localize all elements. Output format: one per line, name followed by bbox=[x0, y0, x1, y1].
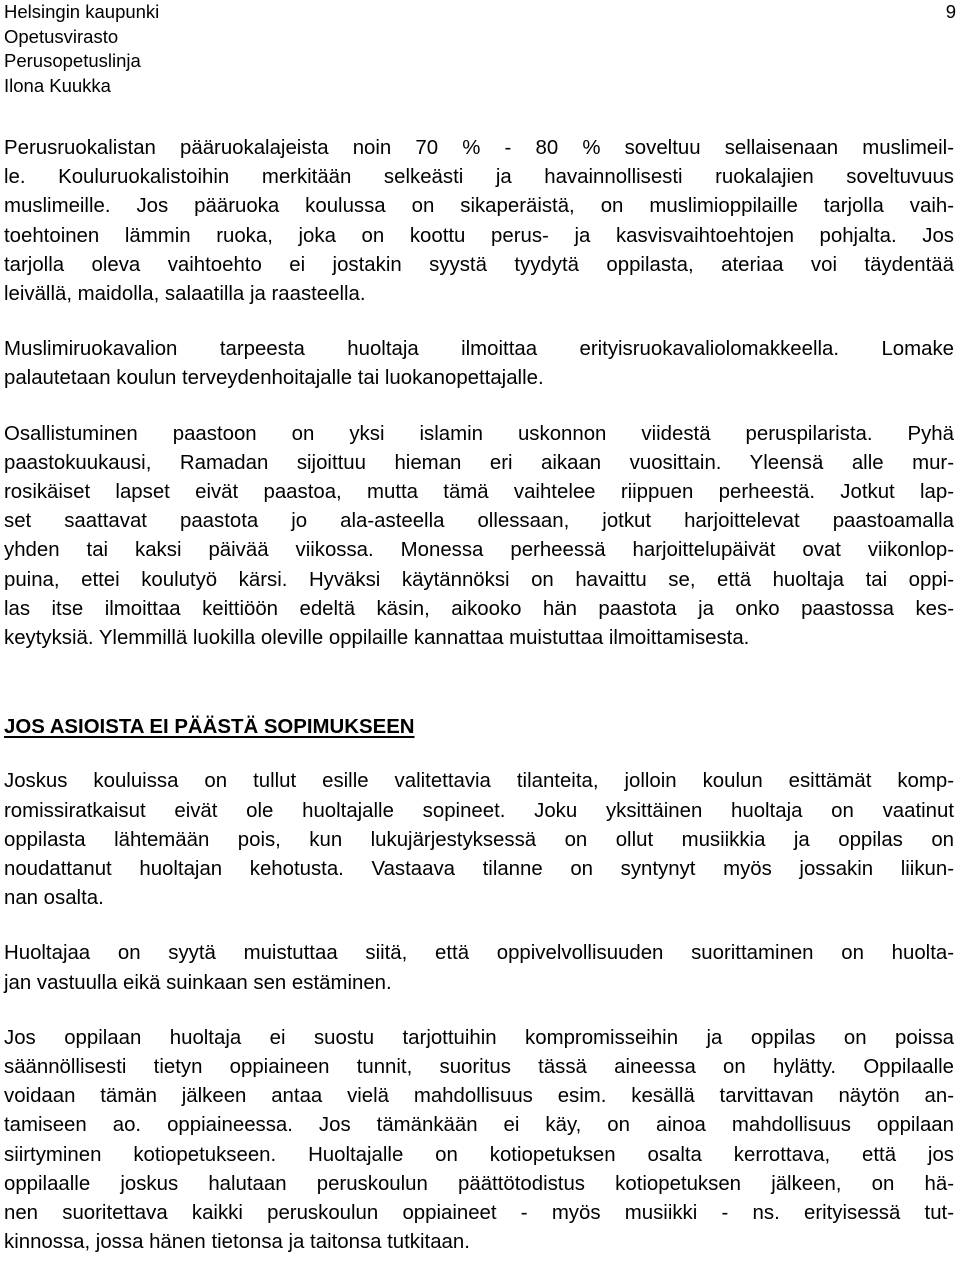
page-header bbox=[4, 0, 956, 99]
section-heading: JOS ASIOISTA EI PÄÄSTÄ SOPIMUKSEEN bbox=[4, 716, 415, 739]
text-line: paastokuukausi, Ramadan sijoittuu hieman eri aikaan vuosittain. Yleensä alle mur- bbox=[4, 451, 954, 474]
header-author: Ilona Kuukka bbox=[4, 75, 111, 97]
text-line: kinnossa, jossa hänen tietonsa ja taitonsa tutkitaan. bbox=[4, 1231, 470, 1254]
text-line: yhden tai kaksi päivää viikossa. Monessa perheessä harjoittelupäivät ovat viikonlop- bbox=[4, 539, 954, 562]
paragraph-compromises bbox=[4, 767, 954, 913]
text-line: le. Kouluruokalistoihin merkitään selkeästi ja havainnollisesti ruokalajien soveltuvuus bbox=[4, 166, 954, 189]
text-line: voidaan tämän jälkeen antaa vielä mahdollisuus esim. kesällä tarvittavan näytön an- bbox=[4, 1085, 954, 1108]
text-line: Perusruokalistan pääruokalajeista noin 70 % - 80 % soveltuu sellaisenaan muslimeil- bbox=[4, 137, 954, 159]
text-line: oppilaalle joskus halutaan peruskoulun päättötodistus kotiopetuksen jälkeen, on hä- bbox=[4, 1172, 954, 1195]
header-organization: Helsingin kaupunki bbox=[4, 1, 160, 22]
text-line: palautetaan koulun terveydenhoitajalle tai luokanopettajalle. bbox=[4, 367, 544, 390]
text-line: rosikäiset lapset eivät paastoa, mutta tämä vaihtelee riippuen perheestä. Jotkut lap- bbox=[4, 481, 954, 504]
text-line: Joskus kouluissa on tullut esille valitettavia tilanteita, jolloin koulun esittämät komp- bbox=[4, 770, 954, 793]
text-line: keytyksiä. Ylemmillä luokilla oleville oppilaille kannattaa muistuttaa ilmoittamisesta. bbox=[4, 627, 750, 650]
text-line: muslimeille. Jos pääruoka koulussa on sikaperäistä, on muslimioppilaille tarjolla vaih- bbox=[4, 195, 954, 218]
text-line: Jos oppilaan huoltaja ei suostu tarjottuihin kompromisseihin ja oppilas on poissa bbox=[4, 1026, 954, 1049]
paragraph-fasting bbox=[4, 420, 954, 654]
text-line: tarjolla oleva vaihtoehto ei jostakin syystä tyydytä oppilasta, ateriaa voi täydentää bbox=[4, 253, 954, 276]
paragraph-home-schooling bbox=[4, 1024, 954, 1258]
text-line: set saattavat paastota jo ala-asteella ollessaan, jotkut harjoittelevat paastoamalla bbox=[4, 510, 954, 533]
paragraph-food-list bbox=[4, 134, 954, 309]
text-line: jan vastuulla eikä suinkaan sen estäminen. bbox=[4, 971, 392, 994]
text-line: noudattanut huoltajan kehotusta. Vastaava tilanne on syntynyt myös jossakin liikun- bbox=[4, 858, 954, 881]
text-line: Muslimiruokavalion tarpeesta huoltaja ilmoittaa erityisruokavaliolomakkeella. Lomake bbox=[4, 338, 954, 361]
text-line: Huoltajaa on syytä muistuttaa siitä, että oppivelvollisuuden suorittaminen on huolta- bbox=[4, 942, 954, 965]
text-line: tamiseen ao. oppiaineessa. Jos tämänkään ei käy, on ainoa mahdollisuus oppilaan bbox=[4, 1114, 954, 1137]
text-line: Osallistuminen paastoon on yksi islamin uskonnon viidestä peruspilarista. Pyhä bbox=[4, 422, 954, 445]
header-unit: Perusopetuslinja bbox=[4, 50, 141, 72]
text-line: puina, ettei koulutyö kärsi. Hyväksi käytännöksi on havaittu se, että huoltaja tai oppi- bbox=[4, 568, 954, 591]
text-line: las itse ilmoittaa keittiöön edeltä käsin, aikooko hän paastota ja onko paastossa kes- bbox=[4, 597, 954, 620]
header-department: Opetusvirasto bbox=[4, 25, 119, 47]
paragraph-diet-form bbox=[4, 335, 954, 393]
text-line: romissiratkaisut eivät ole huoltajalle sopineet. Joku yksittäinen huoltaja on vaatinut bbox=[4, 799, 954, 822]
text-line: oppilasta lähtemään pois, kun lukujärjestyksessä on ollut musiikkia ja oppilas on bbox=[4, 828, 954, 851]
text-line: nen suoritettava kaikki peruskoulun oppiaineet - myös musiikki - ns. erityisessä tut- bbox=[4, 1202, 954, 1225]
text-line: säännöllisesti tietyn oppiaineen tunnit, suoritus tässä aineessa on hylätty. Oppilaalle bbox=[4, 1056, 954, 1079]
text-line: leivällä, maidolla, salaatilla ja raasteella. bbox=[4, 283, 366, 306]
text-line: toehtoinen lämmin ruoka, joka on koottu perus- ja kasvisvaihtoehtojen pohjalta. Jos bbox=[4, 224, 954, 247]
text-line: siirtyminen kotiopetukseen. Huoltajalle on kotiopetuksen osalta kerrottava, että jos bbox=[4, 1143, 954, 1166]
document-body bbox=[4, 134, 954, 1258]
text-line: nan osalta. bbox=[4, 887, 104, 910]
page-number: 9 bbox=[945, 1, 956, 22]
paragraph-compulsory-education bbox=[4, 939, 954, 997]
